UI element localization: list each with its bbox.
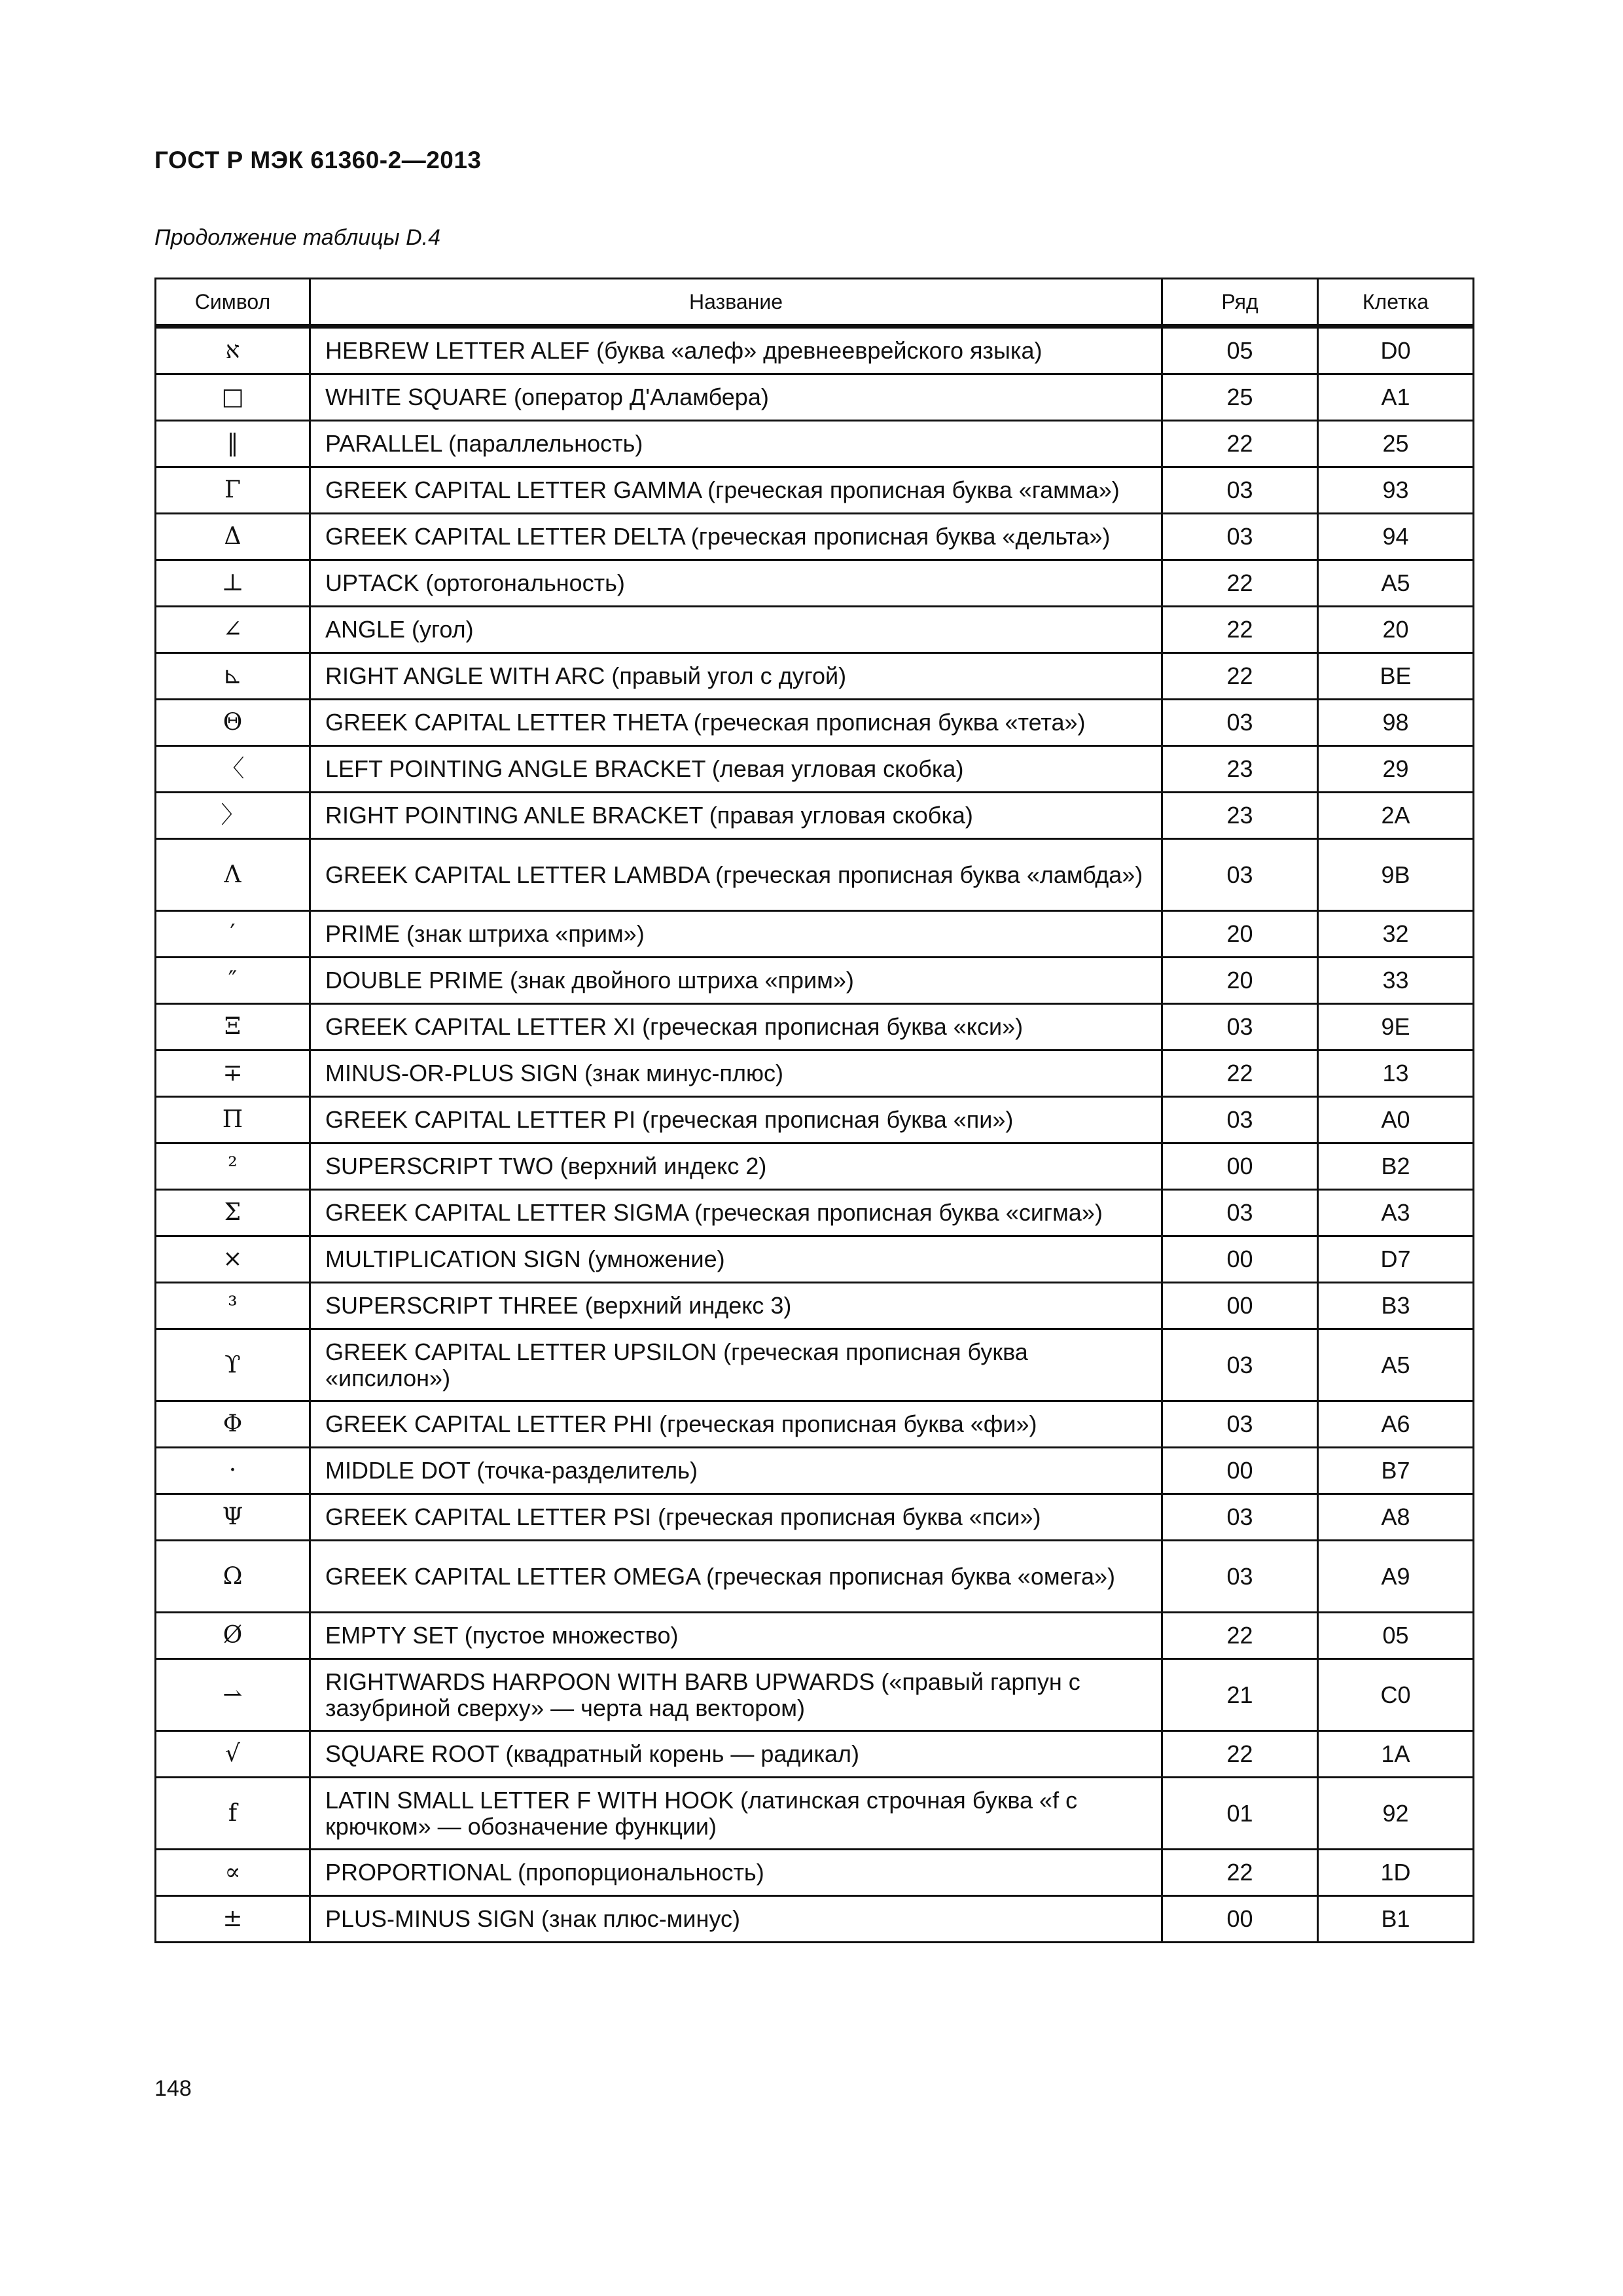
- cell-cell: BE: [1318, 653, 1474, 700]
- cell-cell: A9: [1318, 1541, 1474, 1613]
- table-row: [156, 653, 1474, 700]
- row-cell: 22: [1162, 1850, 1318, 1896]
- table-row: [156, 514, 1474, 560]
- symbol-table: [154, 278, 1474, 1943]
- cell-cell: A5: [1318, 560, 1474, 607]
- table-header-row: [156, 279, 1474, 327]
- row-cell: 03: [1162, 1401, 1318, 1448]
- symbol-cell: Ξ: [156, 1004, 310, 1050]
- cell-cell: 1D: [1318, 1850, 1474, 1896]
- name-cell: RIGHT POINTING ANLE BRACKET (правая угловая скобка): [310, 793, 1162, 839]
- symbol-cell: □: [156, 374, 310, 421]
- row-cell: 03: [1162, 467, 1318, 514]
- row-cell: 22: [1162, 607, 1318, 653]
- row-cell: 22: [1162, 1613, 1318, 1659]
- name-cell: GREEK CAPITAL LETTER SIGMA (греческая прописная буква «сигма»): [310, 1190, 1162, 1236]
- name-cell: WHITE SQUARE (оператор Д'Аламбера): [310, 374, 1162, 421]
- row-cell: 22: [1162, 1050, 1318, 1097]
- symbol-cell: ⇀: [156, 1659, 310, 1731]
- cell-cell: A8: [1318, 1494, 1474, 1541]
- cell-cell: 13: [1318, 1050, 1474, 1097]
- cell-cell: 33: [1318, 958, 1474, 1004]
- cell-cell: 20: [1318, 607, 1474, 653]
- table-row: [156, 1896, 1474, 1943]
- row-cell: 22: [1162, 653, 1318, 700]
- table-row: [156, 839, 1474, 911]
- table-row: [156, 560, 1474, 607]
- name-cell: PROPORTIONAL (пропорциональность): [310, 1850, 1162, 1896]
- row-cell: 03: [1162, 839, 1318, 911]
- column-header-cell: Клетка: [1318, 279, 1474, 327]
- row-cell: 20: [1162, 958, 1318, 1004]
- name-cell: ANGLE (угол): [310, 607, 1162, 653]
- cell-cell: 29: [1318, 746, 1474, 793]
- symbol-cell: ∠: [156, 607, 310, 653]
- table-row: [156, 607, 1474, 653]
- name-cell: HEBREW LETTER ALEF (буква «алеф» древнееврейского языка): [310, 327, 1162, 374]
- cell-cell: A1: [1318, 374, 1474, 421]
- symbol-cell: Ø: [156, 1613, 310, 1659]
- symbol-cell: ′: [156, 911, 310, 958]
- cell-cell: 92: [1318, 1778, 1474, 1850]
- cell-cell: 9B: [1318, 839, 1474, 911]
- name-cell: GREEK CAPITAL LETTER GAMMA (греческая прописная буква «гамма»): [310, 467, 1162, 514]
- name-cell: GREEK CAPITAL LETTER DELTA (греческая прописная буква «дельта»): [310, 514, 1162, 560]
- symbol-cell: Λ: [156, 839, 310, 911]
- table-row: [156, 1329, 1474, 1401]
- row-cell: 05: [1162, 327, 1318, 374]
- table-row: [156, 327, 1474, 374]
- name-cell: PRIME (знак штриха «прим»): [310, 911, 1162, 958]
- name-cell: MULTIPLICATION SIGN (умножение): [310, 1236, 1162, 1283]
- symbol-cell: 〈: [156, 746, 310, 793]
- cell-cell: 9E: [1318, 1004, 1474, 1050]
- table-row: [156, 911, 1474, 958]
- symbol-cell: Ω: [156, 1541, 310, 1613]
- cell-cell: B2: [1318, 1143, 1474, 1190]
- table-row: [156, 1731, 1474, 1778]
- name-cell: GREEK CAPITAL LETTER UPSILON (греческая прописная буква «ипсилон»): [310, 1329, 1162, 1401]
- cell-cell: 93: [1318, 467, 1474, 514]
- table-row: [156, 1004, 1474, 1050]
- cell-cell: A3: [1318, 1190, 1474, 1236]
- row-cell: 03: [1162, 514, 1318, 560]
- row-cell: 03: [1162, 1494, 1318, 1541]
- symbol-cell: ∓: [156, 1050, 310, 1097]
- table-row: [156, 1050, 1474, 1097]
- cell-cell: B1: [1318, 1896, 1474, 1943]
- column-header-symbol: Символ: [156, 279, 310, 327]
- name-cell: UPTACK (ортогональность): [310, 560, 1162, 607]
- name-cell: GREEK CAPITAL LETTER PSI (греческая прописная буква «пси»): [310, 1494, 1162, 1541]
- column-header-row: Ряд: [1162, 279, 1318, 327]
- row-cell: 22: [1162, 560, 1318, 607]
- cell-cell: A0: [1318, 1097, 1474, 1143]
- table-row: [156, 1659, 1474, 1731]
- name-cell: EMPTY SET (пустое множество): [310, 1613, 1162, 1659]
- row-cell: 03: [1162, 1097, 1318, 1143]
- name-cell: GREEK CAPITAL LETTER PHI (греческая прописная буква «фи»): [310, 1401, 1162, 1448]
- name-cell: GREEK CAPITAL LETTER OMEGA (греческая прописная буква «омега»): [310, 1541, 1162, 1613]
- symbol-cell: ²: [156, 1143, 310, 1190]
- table-body: [156, 327, 1474, 1943]
- cell-cell: D7: [1318, 1236, 1474, 1283]
- table-row: [156, 1613, 1474, 1659]
- name-cell: PARALLEL (параллельность): [310, 421, 1162, 467]
- table-row: [156, 1448, 1474, 1494]
- symbol-cell: Ψ: [156, 1494, 310, 1541]
- name-cell: GREEK CAPITAL LETTER PI (греческая прописная буква «пи»): [310, 1097, 1162, 1143]
- cell-cell: C0: [1318, 1659, 1474, 1731]
- row-cell: 03: [1162, 1329, 1318, 1401]
- symbol-cell: ⊾: [156, 653, 310, 700]
- symbol-cell: f: [156, 1778, 310, 1850]
- symbol-cell: Φ: [156, 1401, 310, 1448]
- row-cell: 20: [1162, 911, 1318, 958]
- name-cell: SQUARE ROOT (квадратный корень — радикал): [310, 1731, 1162, 1778]
- symbol-cell: ⊥: [156, 560, 310, 607]
- name-cell: PLUS-MINUS SIGN (знак плюс-минус): [310, 1896, 1162, 1943]
- name-cell: GREEK CAPITAL LETTER THETA (греческая прописная буква «тета»): [310, 700, 1162, 746]
- symbol-cell: Θ: [156, 700, 310, 746]
- symbol-cell: ±: [156, 1896, 310, 1943]
- table-row: [156, 1283, 1474, 1329]
- name-cell: GREEK CAPITAL LETTER LAMBDA (греческая прописная буква «ламбда»): [310, 839, 1162, 911]
- row-cell: 00: [1162, 1896, 1318, 1943]
- table-row: [156, 1190, 1474, 1236]
- table-row: [156, 1236, 1474, 1283]
- row-cell: 03: [1162, 700, 1318, 746]
- table-row: [156, 1850, 1474, 1896]
- cell-cell: 1A: [1318, 1731, 1474, 1778]
- name-cell: LEFT POINTING ANGLE BRACKET (левая угловая скобка): [310, 746, 1162, 793]
- symbol-cell: √: [156, 1731, 310, 1778]
- row-cell: 00: [1162, 1236, 1318, 1283]
- row-cell: 21: [1162, 1659, 1318, 1731]
- symbol-cell: 〉: [156, 793, 310, 839]
- table-caption: Продолжение таблицы D.4: [154, 225, 440, 250]
- row-cell: 22: [1162, 421, 1318, 467]
- symbol-cell: Δ: [156, 514, 310, 560]
- cell-cell: B3: [1318, 1283, 1474, 1329]
- symbol-cell: א: [156, 327, 310, 374]
- column-header-name: Название: [310, 279, 1162, 327]
- table-row: [156, 421, 1474, 467]
- row-cell: 25: [1162, 374, 1318, 421]
- symbol-cell: ″: [156, 958, 310, 1004]
- name-cell: GREEK CAPITAL LETTER XI (греческая прописная буква «кси»): [310, 1004, 1162, 1050]
- row-cell: 23: [1162, 746, 1318, 793]
- symbol-cell: ‖: [156, 421, 310, 467]
- name-cell: RIGHTWARDS HARPOON WITH BARB UPWARDS («правый гарпун с зазубриной сверху» — черта над вектором): [310, 1659, 1162, 1731]
- row-cell: 00: [1162, 1143, 1318, 1190]
- table-row: [156, 374, 1474, 421]
- table-row: [156, 1097, 1474, 1143]
- cell-cell: 98: [1318, 700, 1474, 746]
- symbol-cell: ∝: [156, 1850, 310, 1896]
- cell-cell: A5: [1318, 1329, 1474, 1401]
- name-cell: SUPERSCRIPT TWO (верхний индекс 2): [310, 1143, 1162, 1190]
- row-cell: 03: [1162, 1004, 1318, 1050]
- name-cell: DOUBLE PRIME (знак двойного штриха «прим»): [310, 958, 1162, 1004]
- table-row: [156, 700, 1474, 746]
- cell-cell: 25: [1318, 421, 1474, 467]
- row-cell: 03: [1162, 1541, 1318, 1613]
- row-cell: 23: [1162, 793, 1318, 839]
- document-header: ГОСТ Р МЭК 61360-2—2013: [154, 147, 482, 173]
- cell-cell: 32: [1318, 911, 1474, 958]
- name-cell: MIDDLE DOT (точка-разделитель): [310, 1448, 1162, 1494]
- row-cell: 00: [1162, 1283, 1318, 1329]
- symbol-cell: ϒ: [156, 1329, 310, 1401]
- row-cell: 22: [1162, 1731, 1318, 1778]
- table-row: [156, 1143, 1474, 1190]
- row-cell: 00: [1162, 1448, 1318, 1494]
- page-number: 148: [154, 2076, 192, 2101]
- table-row: [156, 1401, 1474, 1448]
- name-cell: MINUS-OR-PLUS SIGN (знак минус-плюс): [310, 1050, 1162, 1097]
- row-cell: 03: [1162, 1190, 1318, 1236]
- table-row: [156, 1778, 1474, 1850]
- symbol-cell: Σ: [156, 1190, 310, 1236]
- table-row: [156, 746, 1474, 793]
- table-row: [156, 1541, 1474, 1613]
- cell-cell: 94: [1318, 514, 1474, 560]
- name-cell: LATIN SMALL LETTER F WITH HOOK (латинская строчная буква «f с крючком» — обозначение функции): [310, 1778, 1162, 1850]
- symbol-cell: Π: [156, 1097, 310, 1143]
- table-row: [156, 467, 1474, 514]
- row-cell: 01: [1162, 1778, 1318, 1850]
- symbol-cell: Γ: [156, 467, 310, 514]
- name-cell: RIGHT ANGLE WITH ARC (правый угол с дугой): [310, 653, 1162, 700]
- cell-cell: D0: [1318, 327, 1474, 374]
- cell-cell: 2A: [1318, 793, 1474, 839]
- table-row: [156, 793, 1474, 839]
- name-cell: SUPERSCRIPT THREE (верхний индекс 3): [310, 1283, 1162, 1329]
- table-row: [156, 958, 1474, 1004]
- table-row: [156, 1494, 1474, 1541]
- symbol-cell: ·: [156, 1448, 310, 1494]
- cell-cell: 05: [1318, 1613, 1474, 1659]
- symbol-cell: ×: [156, 1236, 310, 1283]
- cell-cell: B7: [1318, 1448, 1474, 1494]
- symbol-cell: ³: [156, 1283, 310, 1329]
- cell-cell: A6: [1318, 1401, 1474, 1448]
